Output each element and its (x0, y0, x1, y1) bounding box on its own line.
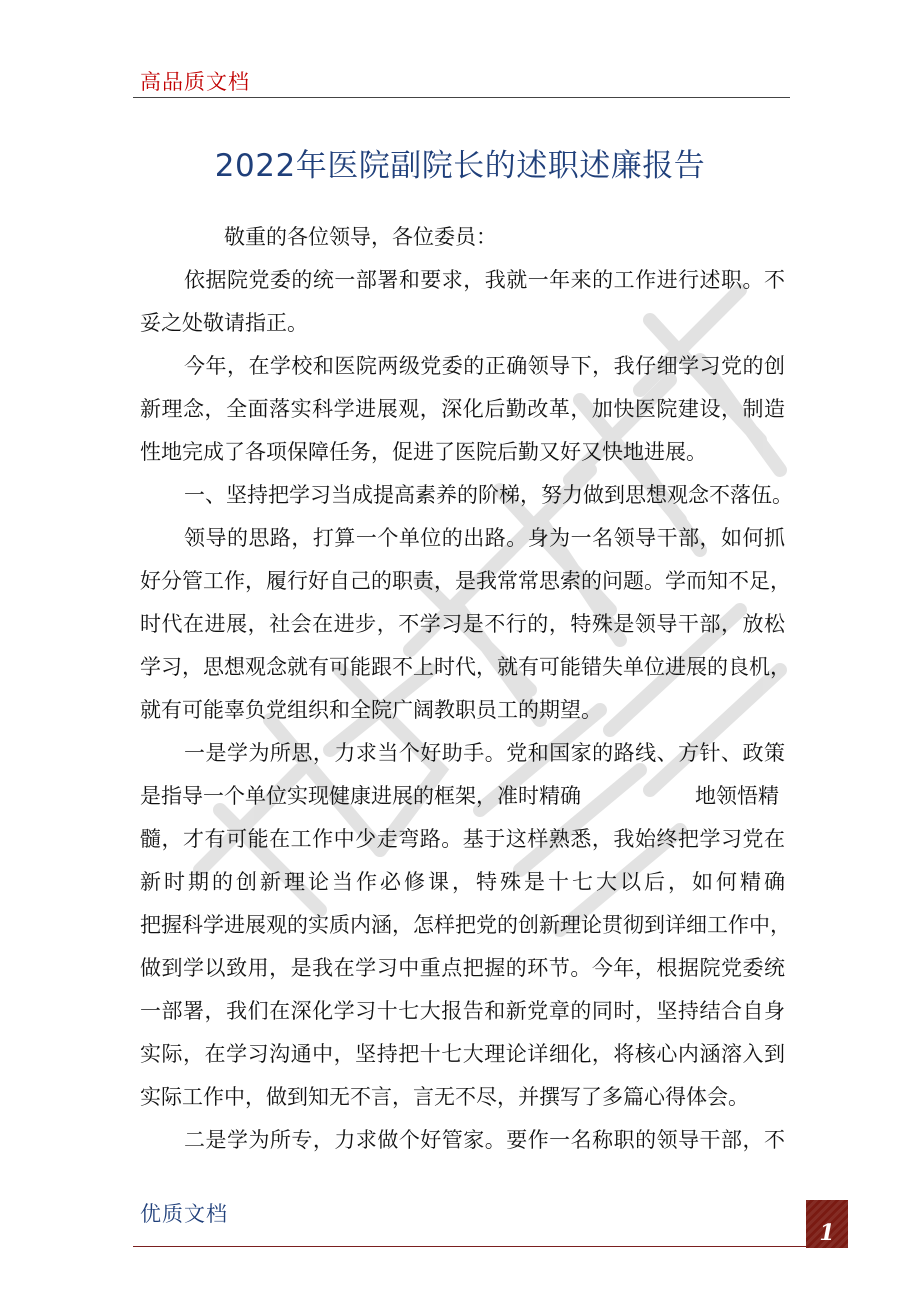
page-number: 1 (819, 1220, 835, 1246)
paragraph-line: 把握科学进展观的实质内涵，怎样把党的创新理论贯彻到详细工作中， (140, 913, 791, 937)
paragraph-line: 实际工作中，做到知无不言，言无不尽，并撰写了多篇心得体会。 (140, 1085, 749, 1109)
document-title: 2022年医院副院长的述职述廉报告 (214, 148, 706, 184)
paragraph-line: 时代在进展，社会在进步，不学习是不行的，特殊是领导干部，放松 (140, 612, 785, 636)
paragraph-line: 做到学以致用，是我在学习中重点把握的环节。今年，根据院党委统 (140, 956, 785, 980)
paragraph-line: 髓，才有可能在工作中少走弯路。基于这样熟悉，我始终把学习党在 (140, 827, 785, 851)
paragraph-line: 敬重的各位领导，各位委员： (224, 225, 497, 249)
paragraph-line: 妥之处敬请指正。 (140, 311, 308, 335)
paragraph-line: 性地完成了各项保障任务，促进了医院后勤又好又快地进展。 (140, 440, 707, 464)
paragraph-line-fragment: 地领悟精 (695, 784, 779, 808)
paragraph-line: 是指导一个单位实现健康进展的框架，准时精确 (140, 784, 581, 808)
paragraph-line: 一部署，我们在深化学习十七大报告和新党章的同时，坚持结合自身 (140, 999, 785, 1023)
paragraph-line: 实际，在学习沟通中，坚持把十七大理论详细化，将核心内涵溶入到 (140, 1042, 785, 1066)
section-heading-line: 一、坚持把学习当成提高素养的阶梯，努力做到思想观念不落伍。 (184, 483, 793, 507)
paragraph-line: 学习，思想观念就有可能跟不上时代，就有可能错失单位进展的良机， (140, 655, 791, 679)
page-number-badge (806, 1200, 848, 1248)
paragraph-line: 一是学为所思，力求当个好助手。党和国家的路线、方针、政策 (184, 741, 785, 765)
footer-label: 优质文档 (140, 1202, 228, 1226)
paragraph-line: 今年，在学校和医院两级党委的正确领导下，我仔细学习党的创 (184, 354, 785, 378)
footer-divider (133, 1246, 845, 1247)
paragraph-line: 新时期的创新理论当作必修课，特殊是十七大以后，如何精确 (140, 870, 785, 894)
header-label: 高品质文档 (140, 70, 250, 94)
paragraph-line: 领导的思路，打算一个单位的出路。身为一名领导干部，如何抓 (184, 526, 785, 550)
paragraph-line: 依据院党委的统一部署和要求，我就一年来的工作进行述职。不 (184, 268, 785, 292)
paragraph-line: 就有可能辜负党组织和全院广阔教职员工的期望。 (140, 698, 602, 722)
paragraph-line: 二是学为所专，力求做个好管家。要作一名称职的领导干部，不 (184, 1128, 785, 1152)
paragraph-line: 新理念，全面落实科学进展观，深化后勤改革，加快医院建设，制造 (140, 397, 785, 421)
paragraph-line: 好分管工作，履行好自己的职责，是我常常思索的问题。学而知不足， (140, 569, 791, 593)
header-divider (133, 97, 790, 98)
